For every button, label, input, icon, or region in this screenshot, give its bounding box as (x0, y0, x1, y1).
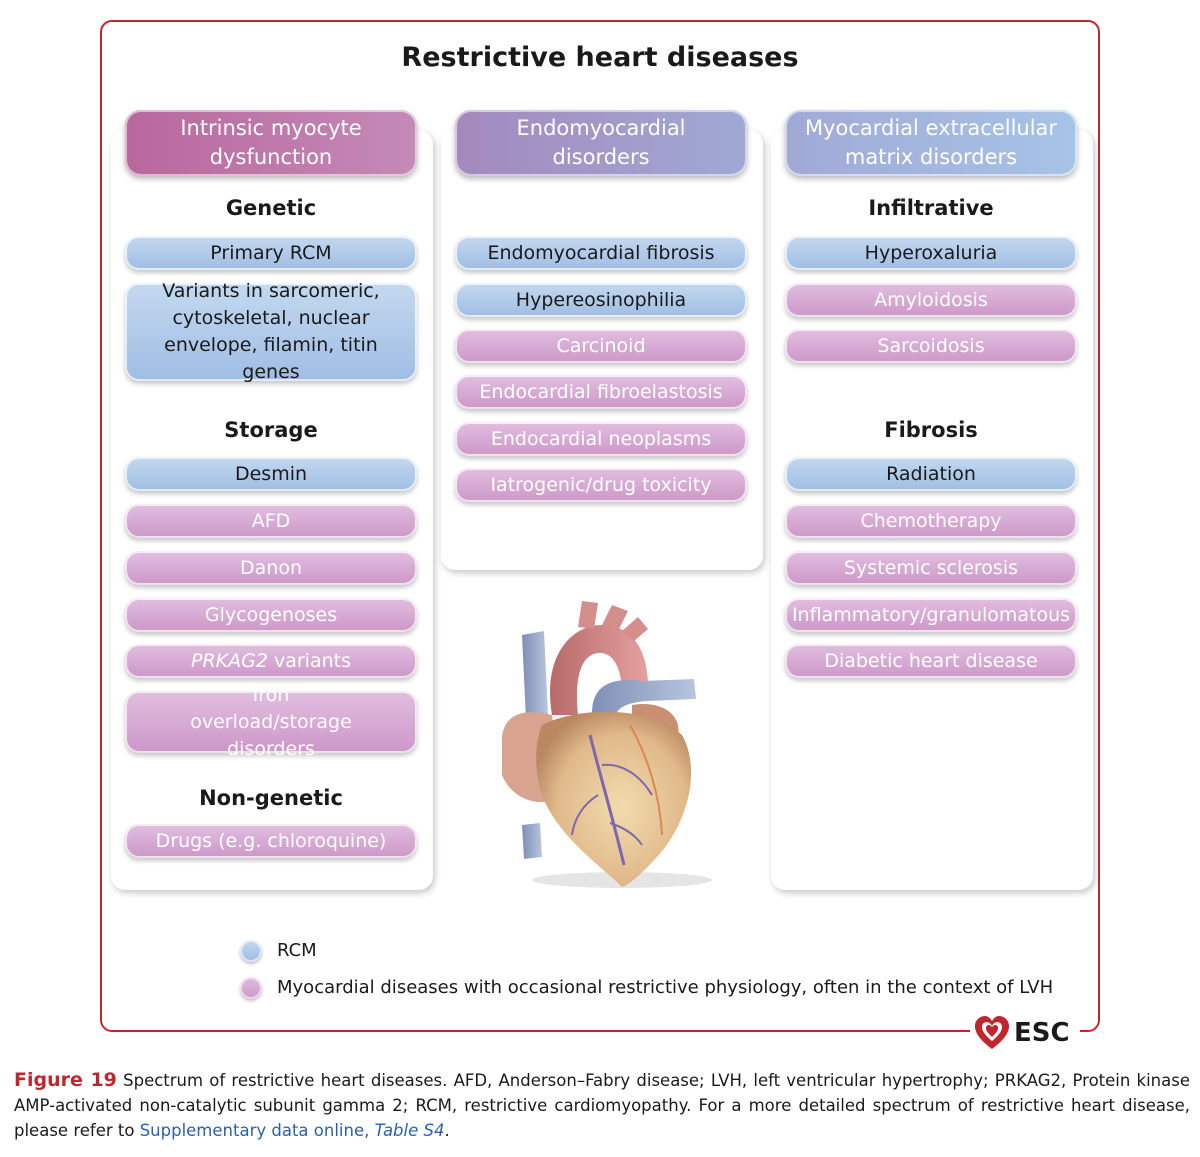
item-inflammatory-granulomatous: Inflammatory/granulomatous (785, 598, 1077, 632)
section-label-non-genetic: Non-genetic (199, 786, 343, 810)
column-heading-extracellular: Myocardial extracellular matrix disorders (785, 110, 1077, 176)
figure-label: Figure 19 (14, 1069, 117, 1091)
item-systemic-sclerosis: Systemic sclerosis (785, 551, 1077, 585)
item-iatrogenic-toxicity: Iatrogenic/drug toxicity (455, 468, 747, 502)
legend-label-lvh: Myocardial diseases with occasional restrictive physiology, often in the context of LVH (277, 977, 1054, 998)
item-danon: Danon (125, 551, 417, 585)
item-diabetic-heart-disease: Diabetic heart disease (785, 644, 1077, 678)
diagram-title: Restrictive heart diseases (401, 42, 799, 73)
item-sarcoidosis: Sarcoidosis (785, 329, 1077, 363)
legend-dot-lvh (240, 977, 262, 999)
item-glycogenoses: Glycogenoses (125, 598, 417, 632)
supplementary-table-ref: Table S4 (374, 1121, 445, 1140)
item-variants-genes: Variants in sarcomeric, cytoskeletal, nuclear envelope, filamin, titin genes (125, 283, 417, 381)
supplementary-link[interactable] (140, 1121, 445, 1140)
item-afd: AFD (125, 504, 417, 538)
item-carcinoid: Carcinoid (455, 329, 747, 363)
item-hypereosinophilia: Hypereosinophilia (455, 283, 747, 317)
column-heading-endomyocardial: Endomyocardial disorders (455, 110, 747, 176)
esc-logo-text: ESC (1014, 1018, 1070, 1048)
section-label-storage: Storage (224, 418, 318, 442)
item-radiation: Radiation (785, 457, 1077, 491)
section-label-fibrosis: Fibrosis (884, 418, 978, 442)
heart-illustration (482, 595, 732, 890)
item-endocardial-neoplasms: Endocardial neoplasms (455, 422, 747, 456)
column-heading-intrinsic: Intrinsic myocyte dysfunction (125, 110, 417, 176)
section-label-genetic: Genetic (225, 196, 317, 220)
item-endomyocardial-fibrosis: Endomyocardial fibrosis (455, 236, 747, 270)
item-amyloidosis: Amyloidosis (785, 283, 1077, 317)
section-label-infiltrative: Infiltrative (868, 196, 994, 220)
item-chemotherapy: Chemotherapy (785, 504, 1077, 538)
caption-text: Spectrum of restrictive heart diseases. AFD, Anderson–Fabry disease; LVH, left ventricular hypertrophy; PRKAG2, Protein kinase AMP-activated non-catalytic subunit gamma 2; RCM, restrictive cardiomyopathy. For a more detailed spectrum of restrictive heart disease, please refer to (14, 1071, 1190, 1140)
caption-end: . (444, 1121, 450, 1140)
item-desmin: Desmin (125, 457, 417, 491)
item-hyperoxaluria: Hyperoxaluria (785, 236, 1077, 270)
legend-label-rcm: RCM (277, 940, 317, 961)
item-endocardial-fibroelastosis: Endocardial fibroelastosis (455, 375, 747, 409)
item-prkag2-suffix: variants (267, 650, 351, 672)
item-prkag2-variants (125, 644, 417, 678)
legend-dot-rcm (240, 940, 262, 962)
supplementary-link-text: Supplementary data online, (139, 1121, 375, 1140)
item-drugs: Drugs (e.g. chloroquine) (125, 824, 417, 858)
item-primary-rcm: Primary RCM (125, 236, 417, 270)
esc-heart-icon (972, 1013, 1012, 1053)
item-iron-overload: Iron overload/storage disorders (125, 691, 417, 753)
item-prkag2-gene: PRKAG2 (191, 650, 268, 672)
figure-caption (14, 1068, 1190, 1143)
